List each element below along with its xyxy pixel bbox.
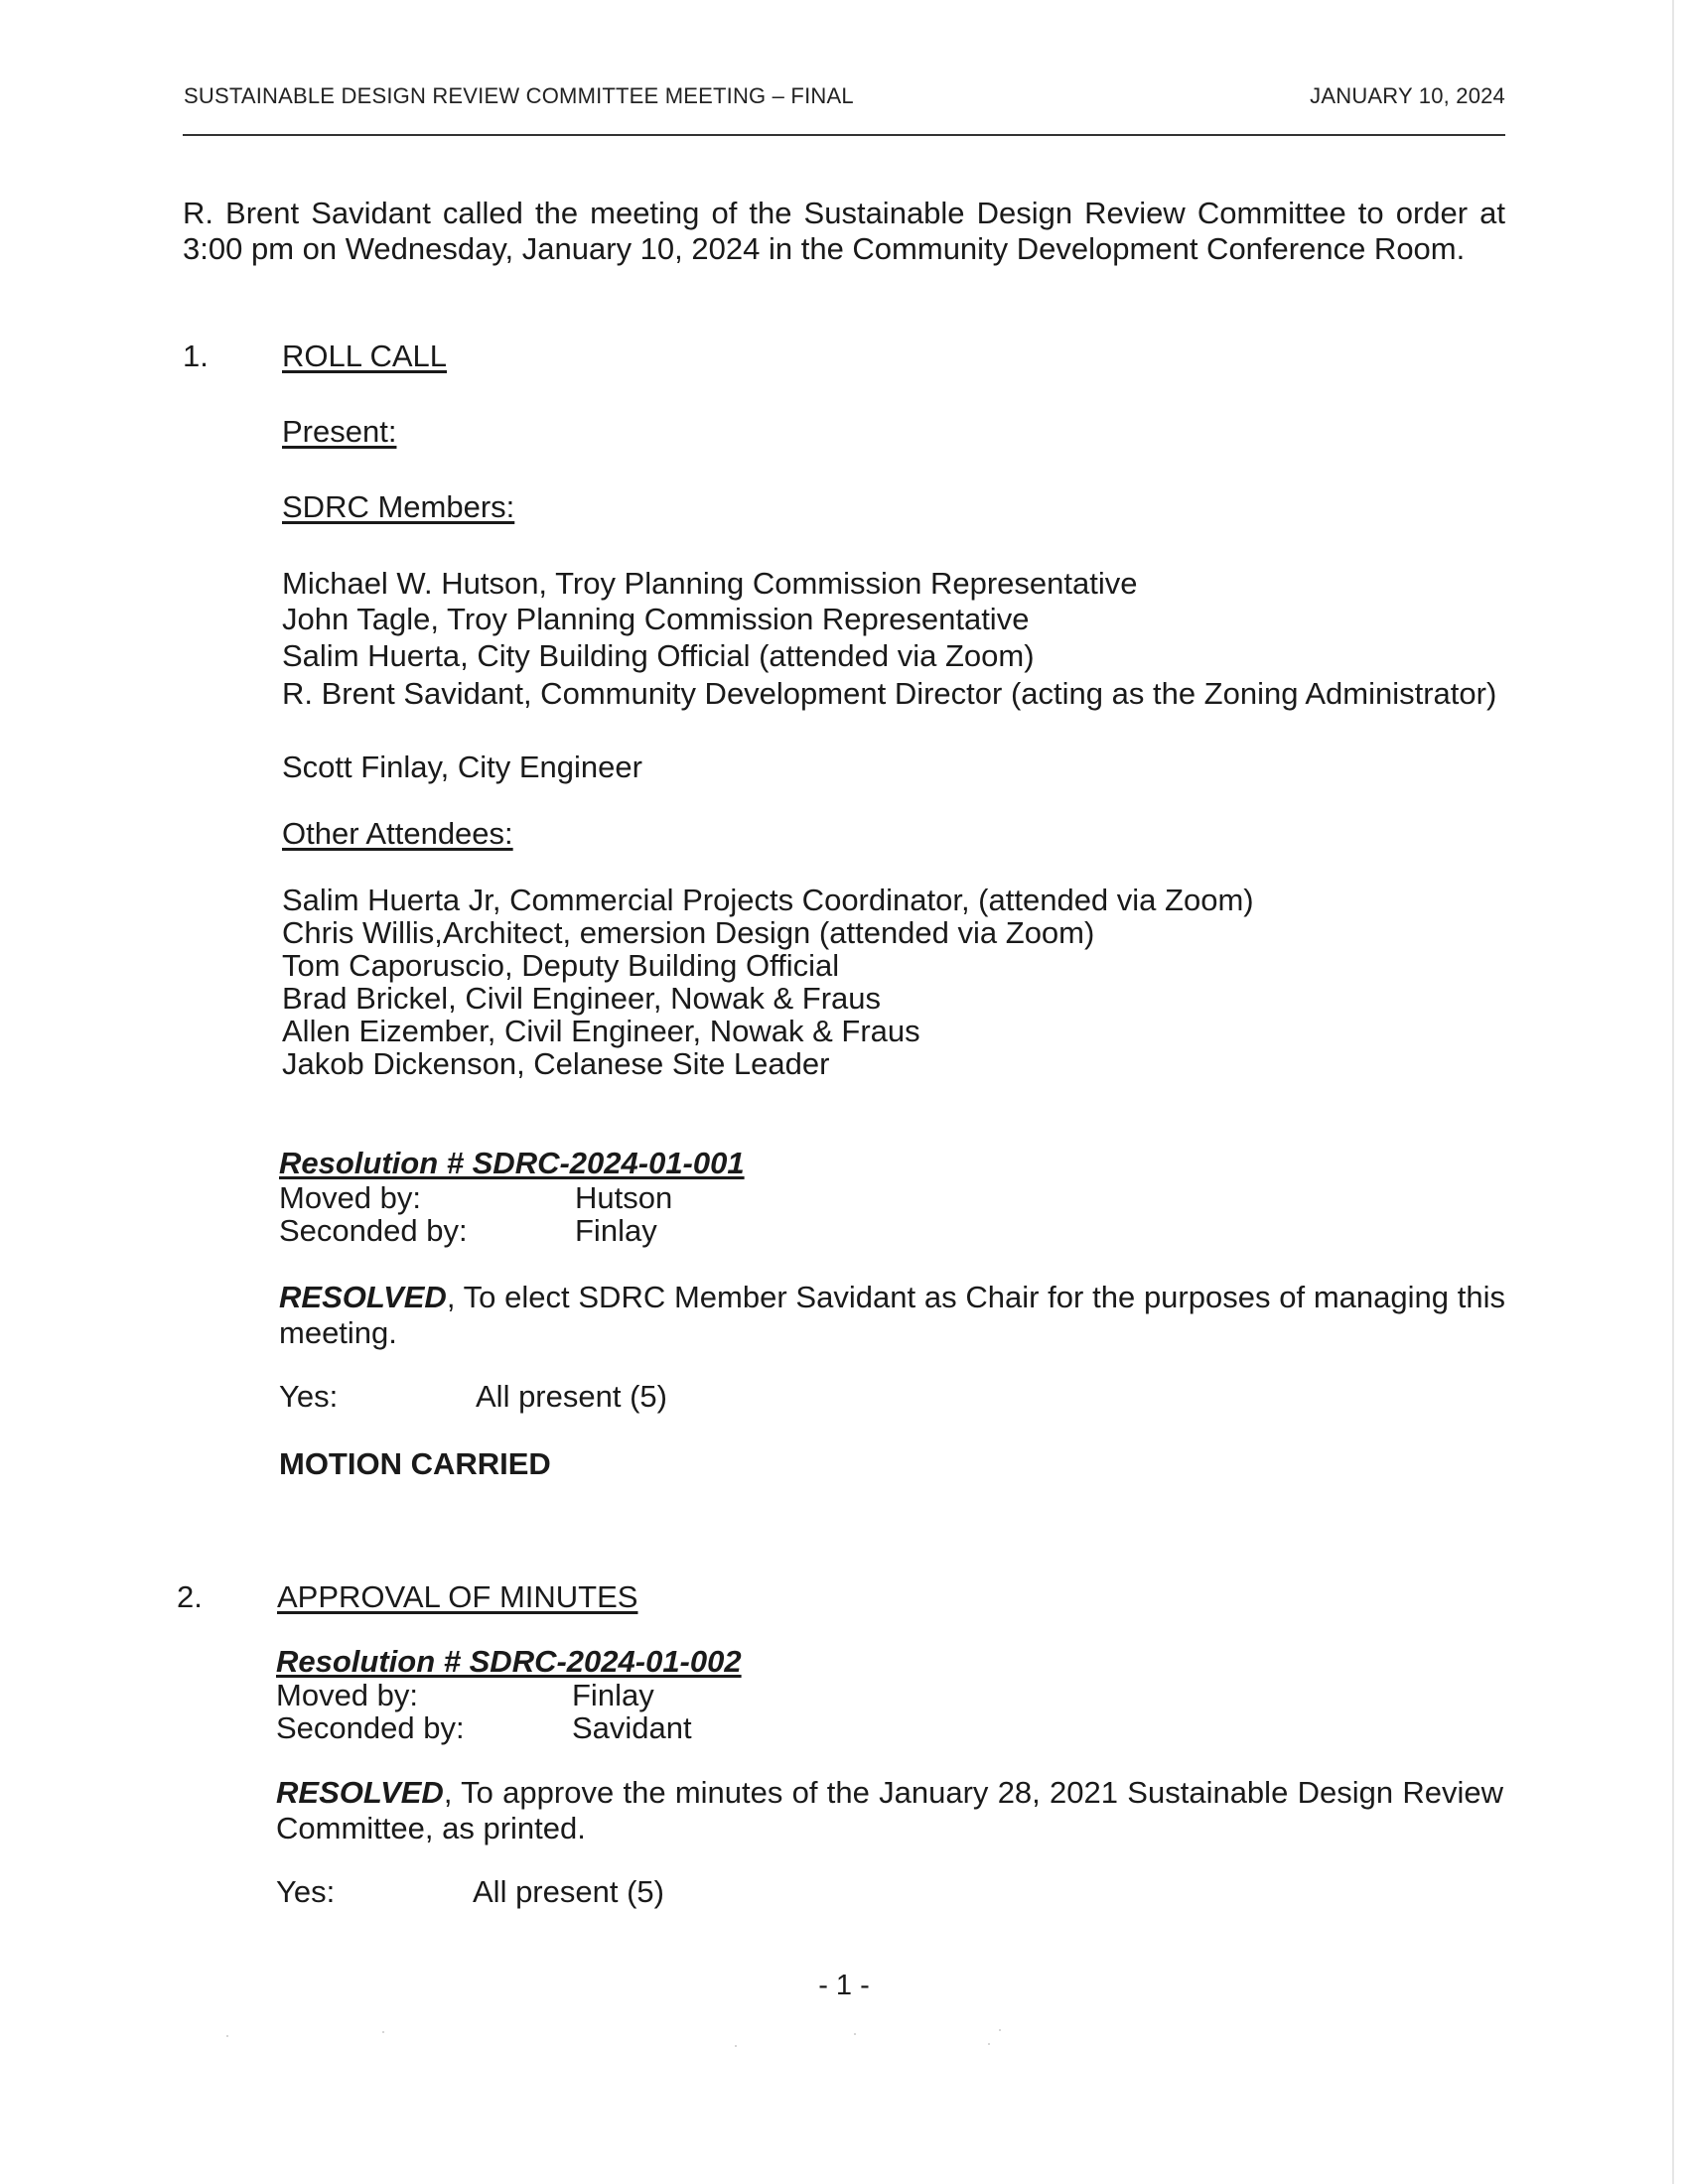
scan-speck bbox=[854, 2033, 856, 2035]
header-date: JANUARY 10, 2024 bbox=[1310, 83, 1505, 108]
seconded-by-value: Savidant bbox=[572, 1710, 692, 1745]
seconded-by-value: Finlay bbox=[575, 1213, 657, 1248]
resolved-label: RESOLVED bbox=[276, 1775, 444, 1810]
section-heading-approval-of-minutes: APPROVAL OF MINUTES bbox=[277, 1579, 638, 1614]
section-heading-roll-call: ROLL CALL bbox=[282, 339, 447, 373]
resolution-title: Resolution # SDRC-2024-01-001 bbox=[279, 1146, 745, 1180]
moved-by-value: Finlay bbox=[572, 1678, 654, 1712]
scan-speck bbox=[735, 2045, 737, 2047]
member-item: John Tagle, Troy Planning Commission Representative bbox=[282, 602, 1030, 636]
vote-yes-label: Yes: bbox=[276, 1874, 336, 1909]
resolved-label: RESOLVED bbox=[279, 1280, 447, 1314]
resolved-text: , To approve the minutes of the January 28, 2021 Sustainable Design Review Committee, as printed. bbox=[276, 1775, 1503, 1845]
resolution-title: Resolution # SDRC-2024-01-002 bbox=[276, 1644, 742, 1679]
resolved-text: , To elect SDRC Member Savidant as Chair for the purposes of managing this meeting. bbox=[279, 1280, 1505, 1350]
motion-outcome: MOTION CARRIED bbox=[279, 1446, 551, 1481]
scan-speck bbox=[226, 2035, 228, 2037]
attendee-item: Tom Caporuscio, Deputy Building Official bbox=[282, 948, 840, 983]
section-number: 1. bbox=[183, 339, 209, 373]
resolution-statement bbox=[279, 1280, 1505, 1351]
present-label: Present: bbox=[282, 414, 397, 449]
moved-by-value: Hutson bbox=[575, 1180, 673, 1215]
seconded-by-label: Seconded by: bbox=[279, 1213, 468, 1248]
member-item: Michael W. Hutson, Troy Planning Commission Representative bbox=[282, 566, 1138, 601]
intro-paragraph: R. Brent Savidant called the meeting of the Sustainable Design Review Committee to order at 3:00 pm on Wednesday, January 10, 2024 in the Community Development Conference Room. bbox=[183, 196, 1505, 266]
header-title: SUSTAINABLE DESIGN REVIEW COMMITTEE MEETING – FINAL bbox=[184, 83, 854, 108]
moved-by-label: Moved by: bbox=[276, 1678, 419, 1712]
page-number: - 1 - bbox=[818, 1970, 870, 2001]
attendee-item: Allen Eizember, Civil Engineer, Nowak & Fraus bbox=[282, 1014, 920, 1048]
attendee-item: Brad Brickel, Civil Engineer, Nowak & Fraus bbox=[282, 981, 882, 1016]
attendee-item: Chris Willis,Architect, emersion Design (attended via Zoom) bbox=[282, 915, 1095, 950]
seconded-by-label: Seconded by: bbox=[276, 1710, 465, 1745]
attendee-item: Salim Huerta Jr, Commercial Projects Coordinator, (attended via Zoom) bbox=[282, 883, 1254, 917]
scan-speck bbox=[988, 2043, 990, 2045]
scan-speck bbox=[382, 2031, 384, 2033]
scan-speck bbox=[999, 2029, 1001, 2031]
moved-by-label: Moved by: bbox=[279, 1180, 422, 1215]
section-number: 2. bbox=[177, 1579, 203, 1614]
vote-yes-label: Yes: bbox=[279, 1379, 339, 1414]
attendee-item: Jakob Dickenson, Celanese Site Leader bbox=[282, 1046, 830, 1081]
scan-edge bbox=[1672, 0, 1674, 2184]
other-attendees-label: Other Attendees: bbox=[282, 816, 513, 851]
vote-yes-value: All present (5) bbox=[473, 1874, 664, 1909]
member-item: Scott Finlay, City Engineer bbox=[282, 750, 642, 784]
header-divider bbox=[183, 134, 1505, 136]
member-item: R. Brent Savidant, Community Development Director (acting as the Zoning Administrator) bbox=[282, 676, 1497, 711]
resolution-statement bbox=[276, 1775, 1503, 1846]
members-label: SDRC Members: bbox=[282, 489, 515, 524]
vote-yes-value: All present (5) bbox=[476, 1379, 667, 1414]
member-item: Salim Huerta, City Building Official (attended via Zoom) bbox=[282, 638, 1035, 673]
